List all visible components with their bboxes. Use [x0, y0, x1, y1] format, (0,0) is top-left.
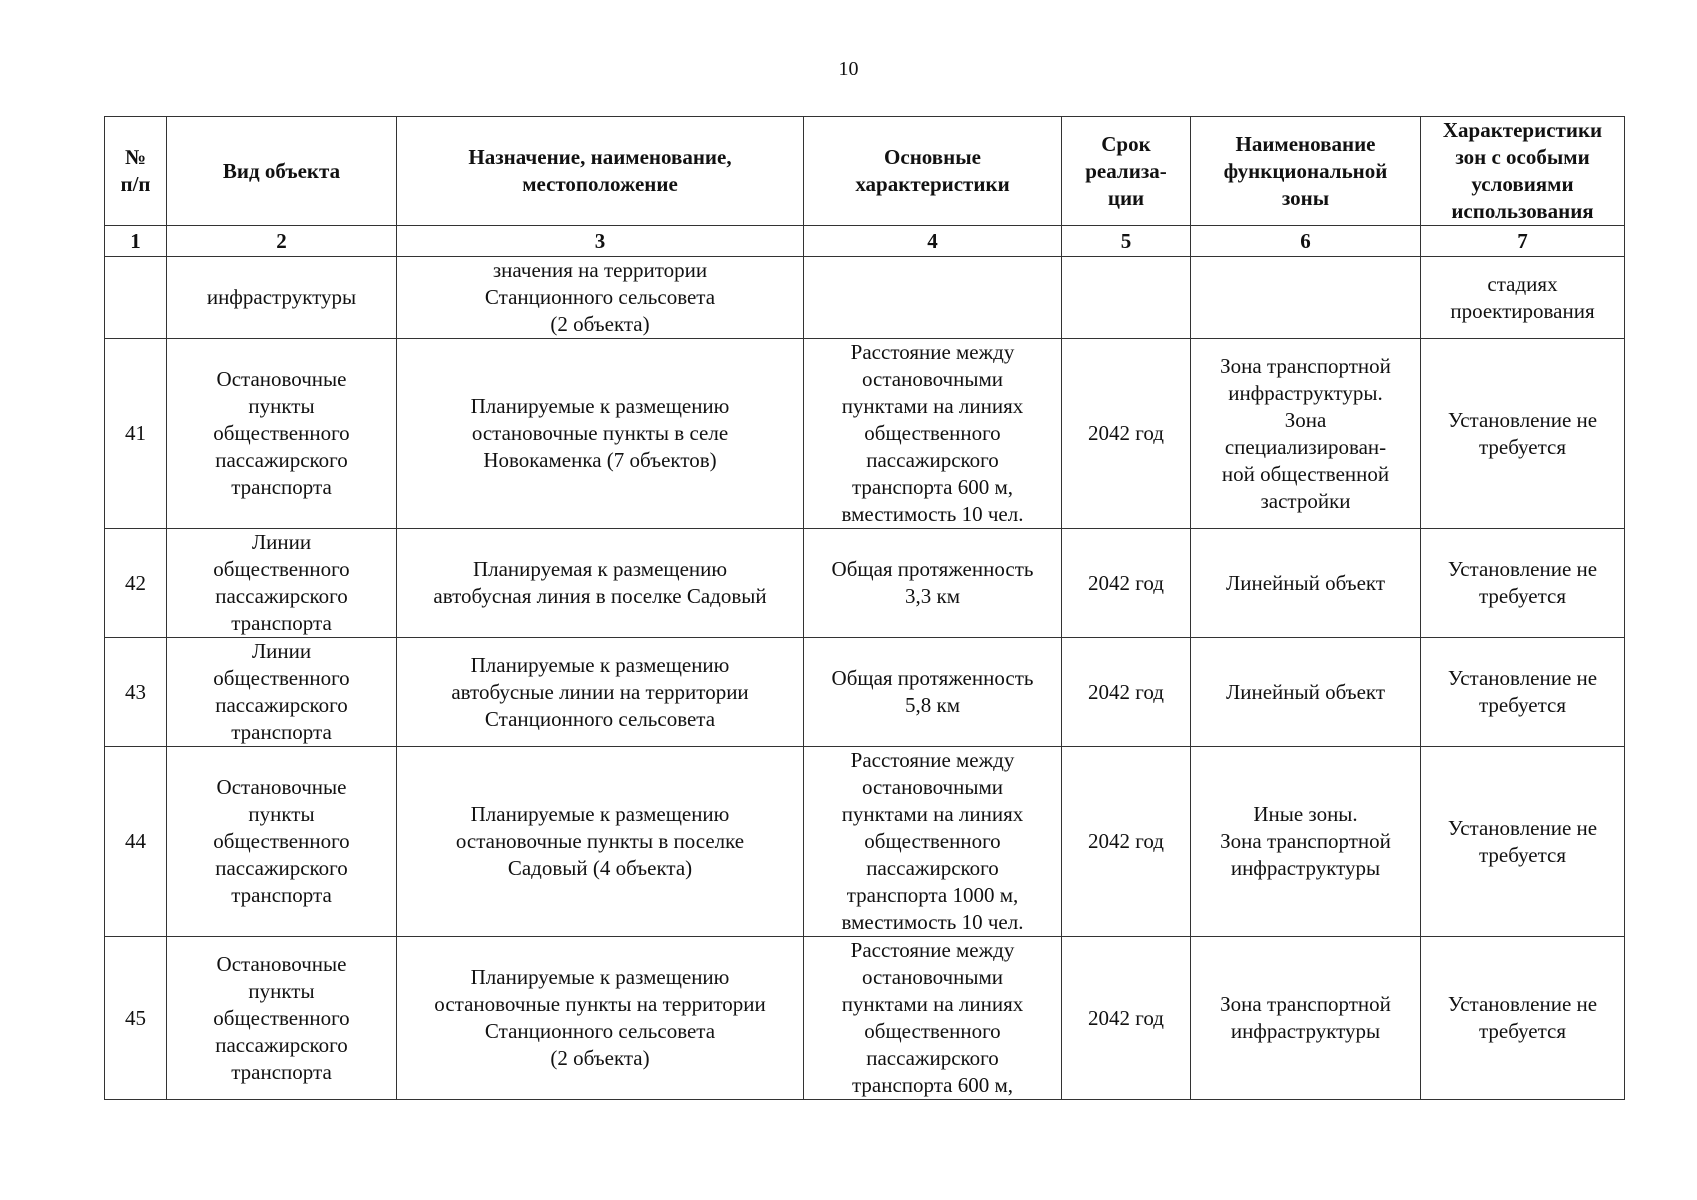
column-number: 7: [1421, 226, 1625, 257]
cell-num: 44: [105, 747, 167, 937]
cell-term: 2042 год: [1062, 339, 1191, 529]
cell-zone: Линейный объект: [1191, 638, 1421, 747]
cell-purpose: Планируемые к размещению остановочные пункты в селе Новокаменка (7 объектов): [397, 339, 804, 529]
table-row: [105, 638, 1625, 747]
header-zone: Наименование функциональной зоны: [1191, 117, 1421, 226]
header-term: Срок реализа- ции: [1062, 117, 1191, 226]
cell-purpose: Планируемые к размещению остановочные пункты в поселке Садовый (4 объекта): [397, 747, 804, 937]
table-row: [105, 339, 1625, 529]
cell-special: Установление не требуется: [1421, 529, 1625, 638]
cell-zone: Линейный объект: [1191, 529, 1421, 638]
cell-num: 41: [105, 339, 167, 529]
cell-type: Линии общественного пассажирского транспорта: [167, 638, 397, 747]
table-row: [105, 257, 1625, 339]
cell-term: [1062, 257, 1191, 339]
table-row: [105, 747, 1625, 937]
column-number: 3: [397, 226, 804, 257]
cell-num: [105, 257, 167, 339]
table-row: [105, 529, 1625, 638]
column-number: 5: [1062, 226, 1191, 257]
column-number: 6: [1191, 226, 1421, 257]
header-purpose: Назначение, наименование, местоположение: [397, 117, 804, 226]
cell-term: 2042 год: [1062, 638, 1191, 747]
cell-term: 2042 год: [1062, 529, 1191, 638]
cell-type: Остановочные пункты общественного пассажирского транспорта: [167, 339, 397, 529]
cell-type: Остановочные пункты общественного пассажирского транспорта: [167, 747, 397, 937]
cell-purpose: Планируемые к размещению автобусные линии на территории Станционного сельсовета: [397, 638, 804, 747]
cell-zone: Иные зоны. Зона транспортной инфраструктуры: [1191, 747, 1421, 937]
cell-special: Установление не требуется: [1421, 638, 1625, 747]
cell-zone: [1191, 257, 1421, 339]
cell-characteristics: Расстояние между остановочными пунктами на линиях общественного пассажирского транспорта 600 м,: [804, 937, 1062, 1100]
page-number: 10: [838, 58, 859, 80]
column-numbers-row: [105, 226, 1625, 257]
cell-num: 45: [105, 937, 167, 1100]
objects-table: [104, 116, 1625, 1100]
cell-zone: Зона транспортной инфраструктуры. Зона специализирован- ной общественной застройки: [1191, 339, 1421, 529]
cell-num: 43: [105, 638, 167, 747]
cell-type: Остановочные пункты общественного пассажирского транспорта: [167, 937, 397, 1100]
cell-term: 2042 год: [1062, 937, 1191, 1100]
cell-characteristics: Общая протяженность 5,8 км: [804, 638, 1062, 747]
column-number: 4: [804, 226, 1062, 257]
cell-special: Установление не требуется: [1421, 339, 1625, 529]
cell-characteristics: Общая протяженность 3,3 км: [804, 529, 1062, 638]
header-num: № п/п: [105, 117, 167, 226]
cell-num: 42: [105, 529, 167, 638]
header-characteristics: Основные характеристики: [804, 117, 1062, 226]
cell-purpose: Планируемая к размещению автобусная линия в поселке Садовый: [397, 529, 804, 638]
cell-characteristics: Расстояние между остановочными пунктами на линиях общественного пассажирского транспорта 1000 м, вместимость 10 чел.: [804, 747, 1062, 937]
column-number: 2: [167, 226, 397, 257]
cell-purpose: Планируемые к размещению остановочные пункты на территории Станционного сельсовета (2 объекта): [397, 937, 804, 1100]
cell-purpose: значения на территории Станционного сельсовета (2 объекта): [397, 257, 804, 339]
column-number: 1: [105, 226, 167, 257]
cell-characteristics: [804, 257, 1062, 339]
cell-zone: Зона транспортной инфраструктуры: [1191, 937, 1421, 1100]
cell-special: Установление не требуется: [1421, 937, 1625, 1100]
cell-term: 2042 год: [1062, 747, 1191, 937]
table-row: [105, 937, 1625, 1100]
cell-special: Установление не требуется: [1421, 747, 1625, 937]
cell-special: стадиях проектирования: [1421, 257, 1625, 339]
cell-characteristics: Расстояние между остановочными пунктами на линиях общественного пассажирского транспорта 600 м, вместимость 10 чел.: [804, 339, 1062, 529]
cell-type: Линии общественного пассажирского транспорта: [167, 529, 397, 638]
header-type: Вид объекта: [167, 117, 397, 226]
cell-type: инфраструктуры: [167, 257, 397, 339]
header-special-zones: Характеристики зон с особыми условиями использования: [1421, 117, 1625, 226]
header-row: [105, 117, 1625, 226]
